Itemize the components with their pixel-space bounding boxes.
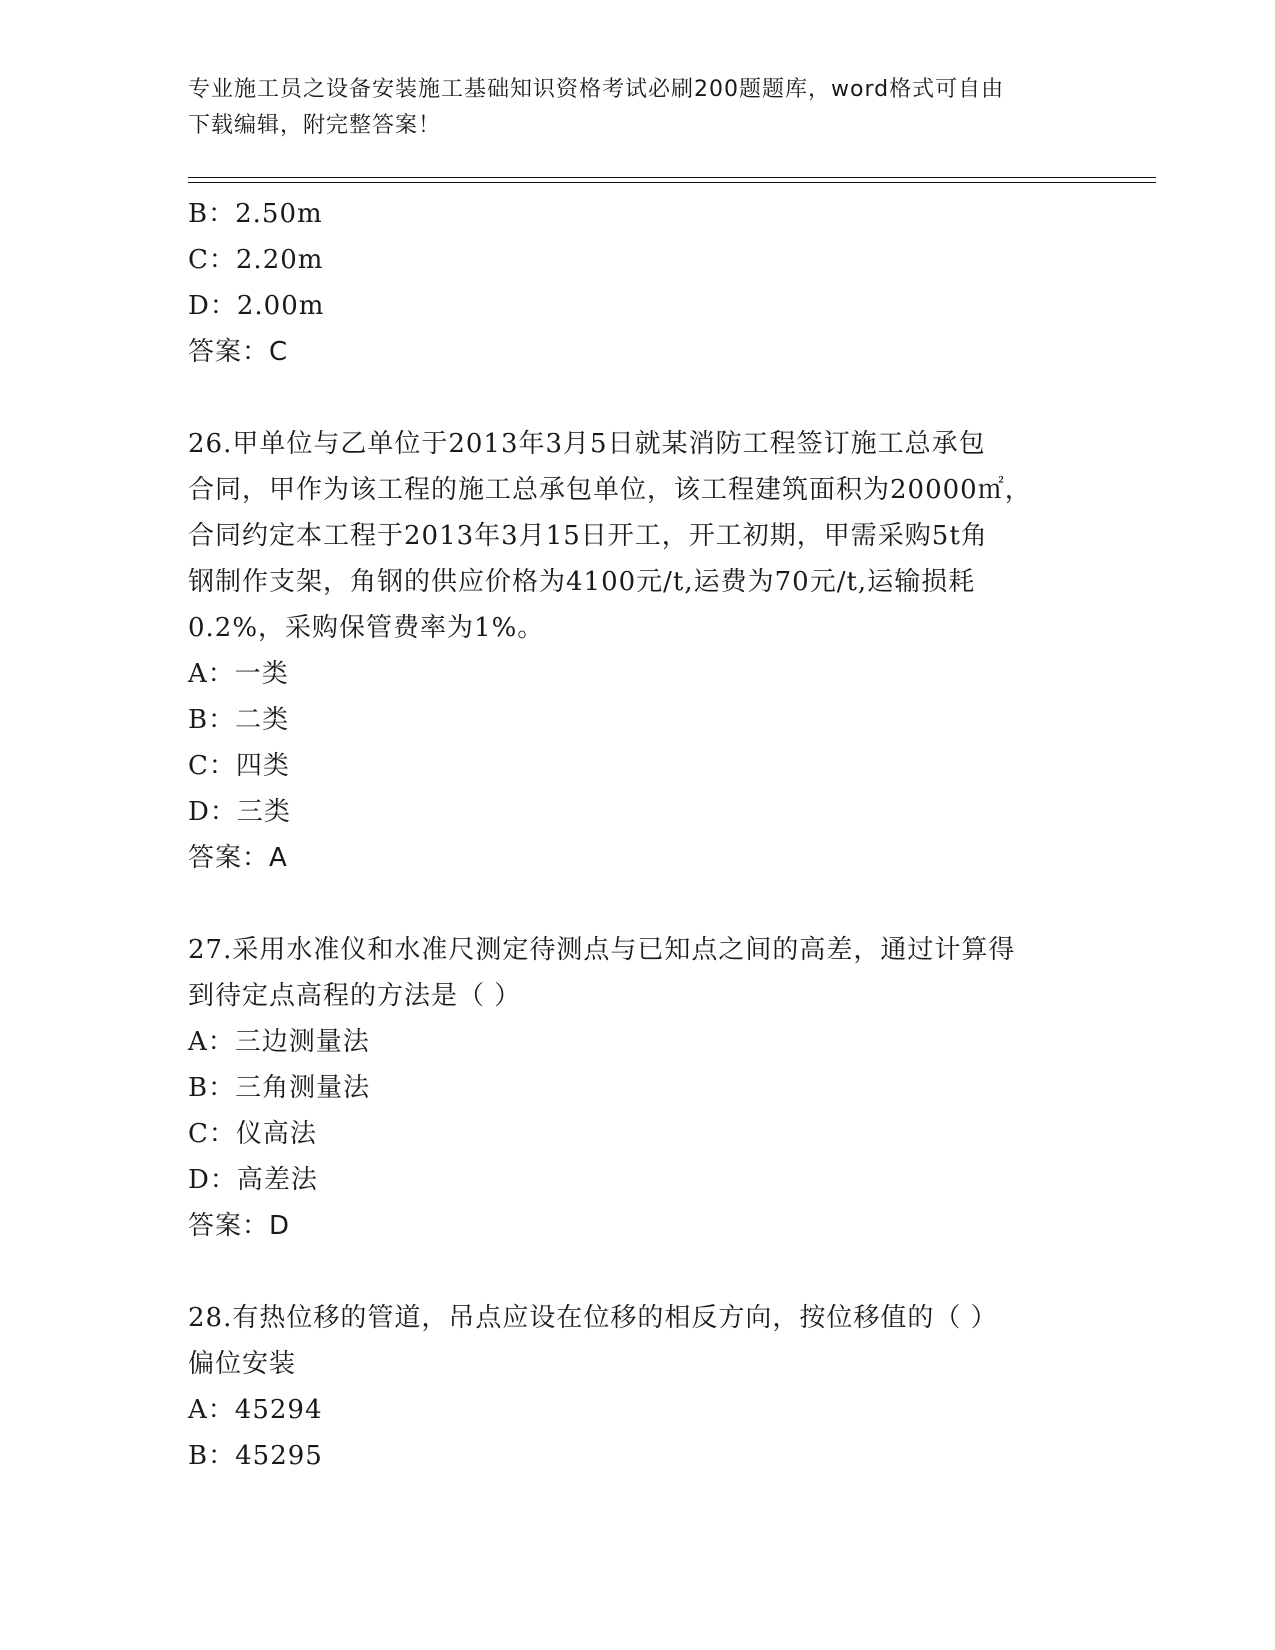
answer-line: 答案：C: [188, 337, 289, 367]
question-text-line: 钢制作支架，角钢的供应价格为4100元/t,运费为70元/t,运输损耗: [188, 567, 976, 597]
spacer: [188, 1249, 1088, 1295]
option-c: C：2.20m: [188, 245, 324, 275]
question-text-line: 合同，甲作为该工程的施工总承包单位，该工程建筑面积为20000㎡，: [188, 475, 1032, 505]
option-b: B：45295: [188, 1441, 323, 1471]
question-26: [188, 421, 1088, 881]
question-text-line: 偏位安装: [188, 1349, 297, 1379]
header-rule-top: [188, 177, 1156, 178]
option-a: A：45294: [188, 1395, 323, 1425]
question-25: [188, 191, 1088, 375]
option-c: C：仪高法: [188, 1119, 317, 1149]
document-header: [188, 72, 1088, 144]
option-a: A：三边测量法: [188, 1027, 370, 1057]
answer-line: 答案：D: [188, 1211, 291, 1241]
question-28: [188, 1295, 1088, 1479]
spacer: [188, 375, 1088, 421]
option-b: B：二类: [188, 705, 290, 735]
option-c: C：四类: [188, 751, 290, 781]
header-line-2: 下载编辑，附完整答案！: [188, 113, 442, 138]
question-text-line: 0.2%，采购保管费率为1%。: [188, 613, 545, 643]
spacer: [188, 881, 1088, 927]
question-text-line: 到待定点高程的方法是（ ）: [188, 981, 522, 1011]
answer-line: 答案：A: [188, 843, 288, 873]
header-rule-bottom: [188, 182, 1156, 183]
question-text-line: 27.采用水准仪和水准尺测定待测点与已知点之间的高差，通过计算得: [188, 935, 1016, 965]
option-a: A：一类: [188, 659, 289, 689]
option-d: D：2.00m: [188, 291, 325, 321]
header-line-1: 专业施工员之设备安装施工基础知识资格考试必刷200题题库，word格式可自由: [188, 77, 1005, 102]
document-body: [188, 191, 1088, 1479]
question-text-line: 26.甲单位与乙单位于2013年3月5日就某消防工程签订施工总承包: [188, 429, 986, 459]
option-d: D：高差法: [188, 1165, 318, 1195]
option-d: D：三类: [188, 797, 291, 827]
question-text-line: 合同约定本工程于2013年3月15日开工，开工初期，甲需采购5t角: [188, 521, 988, 551]
question-text-line: 28.有热位移的管道，吊点应设在位移的相反方向，按位移值的（ ）: [188, 1303, 998, 1333]
option-b: B：2.50m: [188, 199, 323, 229]
option-b: B：三角测量法: [188, 1073, 371, 1103]
question-27: [188, 927, 1088, 1249]
